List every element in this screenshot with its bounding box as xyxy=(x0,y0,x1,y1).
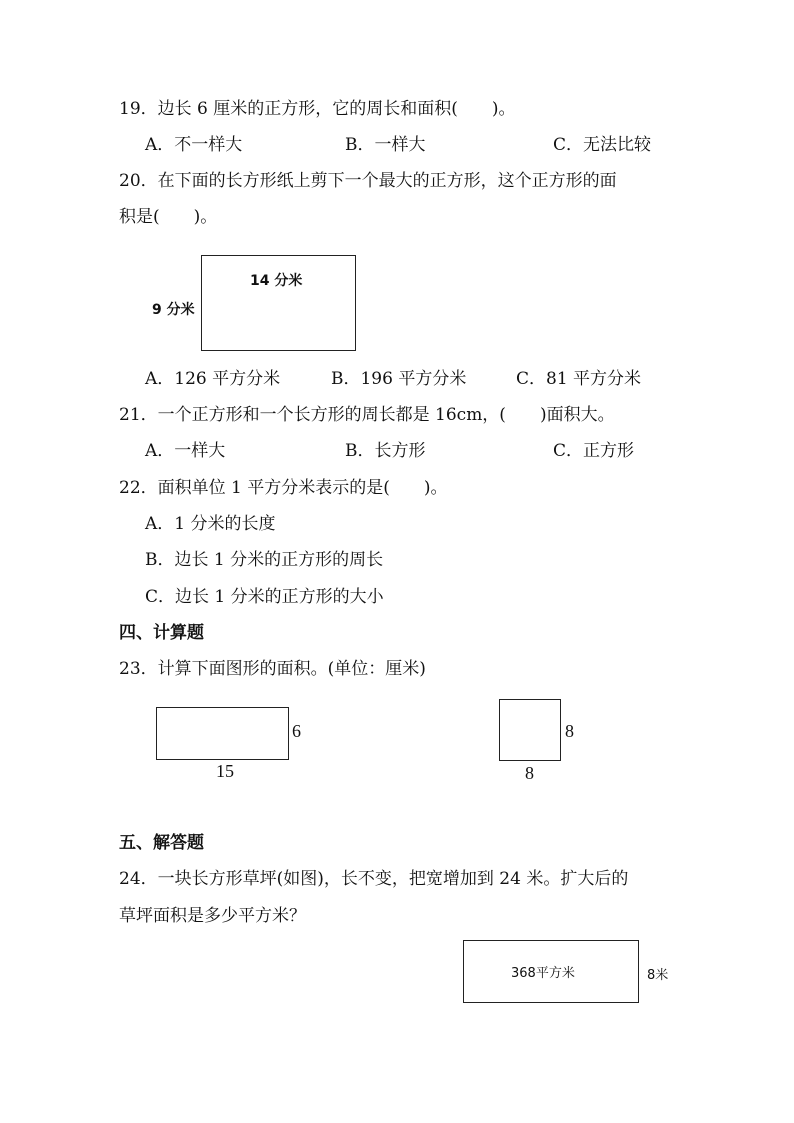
q19-option-b: B．一样大 xyxy=(345,135,426,155)
q21-option-c: C．正方形 xyxy=(553,441,635,461)
q20-top-label: 14 分米 xyxy=(250,273,303,289)
q23-square xyxy=(499,699,561,761)
q22-option-b: B．边长 1 分米的正方形的周长 xyxy=(145,550,384,570)
q23-rect-width-label: 15 xyxy=(216,761,234,781)
q19-option-c: C．无法比较 xyxy=(553,135,652,155)
q20-option-c: C．81 平方分米 xyxy=(516,369,642,389)
q24-area-label: 368平方米 xyxy=(511,966,575,981)
section4-heading: 四、计算题 xyxy=(119,623,204,643)
q24-stem-line2: 草坪面积是多少平方米？ xyxy=(119,906,306,926)
section5-heading: 五、解答题 xyxy=(119,833,204,853)
q20-stem-line1: 20．在下面的长方形纸上剪下一个最大的正方形，这个正方形的面 xyxy=(119,171,617,191)
q21-option-b: B．长方形 xyxy=(345,441,426,461)
q23-rect-height-label: 6 xyxy=(292,721,301,741)
q24-stem-line1: 24．一块长方形草坪(如图)，长不变，把宽增加到 24 米。扩大后的 xyxy=(119,869,629,889)
q23-square-width-label: 8 xyxy=(525,763,534,783)
q22-option-c: C．边长 1 分米的正方形的大小 xyxy=(145,587,384,607)
q21-option-a: A．一样大 xyxy=(145,441,226,461)
q22-stem: 22．面积单位 1 平方分米表示的是( )。 xyxy=(119,478,448,498)
q20-side-label: 9 分米 xyxy=(152,302,195,318)
q23-square-height-label: 8 xyxy=(565,721,574,741)
q20-stem-line2: 积是( )。 xyxy=(119,207,218,227)
q20-option-b: B．196 平方分米 xyxy=(331,369,467,389)
q23-rectangle xyxy=(156,707,289,760)
q24-side-label: 8米 xyxy=(647,968,669,983)
q19-option-a: A．不一样大 xyxy=(145,135,243,155)
q23-stem: 23．计算下面图形的面积。(单位：厘米) xyxy=(119,659,426,679)
q21-stem: 21．一个正方形和一个长方形的周长都是 16cm，( )面积大。 xyxy=(119,405,615,425)
q22-option-a: A．1 分米的长度 xyxy=(145,514,276,534)
q20-option-a: A．126 平方分米 xyxy=(145,369,281,389)
q19-stem: 19．边长 6 厘米的正方形，它的周长和面积( )。 xyxy=(119,99,516,119)
